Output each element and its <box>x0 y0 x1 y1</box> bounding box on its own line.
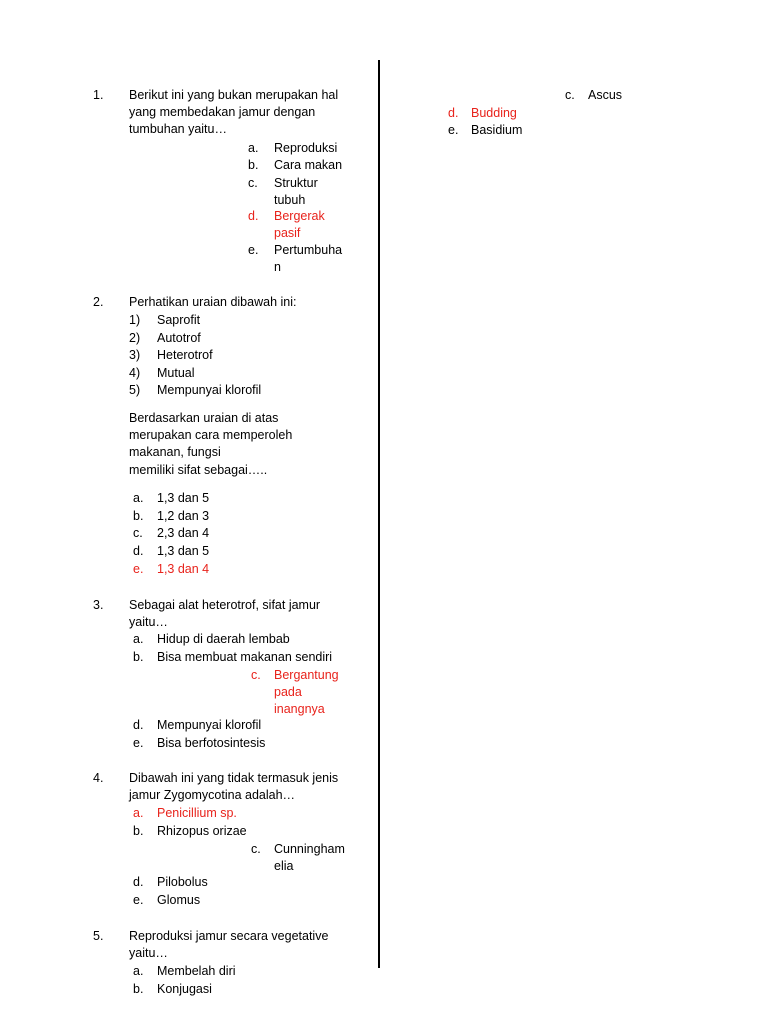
q4-option-a-letter: a. <box>133 806 144 820</box>
q2-follow-text: Berdasarkan uraian di atas merupakan cara memperoleh makanan, fungsi <box>129 411 293 459</box>
q2-item-5-num: 5) <box>129 383 141 397</box>
q1-text: Berikut ini yang bukan merupakan hal yang membedakan jamur dengan tumbuhan yaitu… <box>129 88 339 136</box>
q4-option-c-text: Cunninghamelia <box>274 842 345 873</box>
q2-item-3-text: Heterotrof <box>157 348 213 362</box>
q1-option-a-text: Reproduksi <box>274 141 338 155</box>
q4-option-b-letter: b. <box>133 824 144 838</box>
q2-option-c-letter: c. <box>133 526 143 540</box>
q3-option-a-letter: a. <box>133 632 144 646</box>
q2-item-2-text: Autotrof <box>157 331 201 345</box>
q1-option-e-letter: e. <box>248 243 259 257</box>
q3-option-d-text: Mempunyai klorofil <box>157 718 262 732</box>
q4-number: 4. <box>93 771 104 785</box>
q3-number: 3. <box>93 598 104 612</box>
q5-option-e-letter: e. <box>448 123 459 137</box>
q3-option-e-text: Bisa berfotosintesis <box>157 736 266 750</box>
q3-option-e-letter: e. <box>133 736 144 750</box>
q1-option-c-letter: c. <box>248 176 258 190</box>
column-divider <box>378 60 380 968</box>
q5-option-b-letter: b. <box>133 982 144 996</box>
q1-option-c-text: Struktur tubuh <box>274 176 318 207</box>
q3-option-c-letter: c. <box>251 668 261 682</box>
q3-option-a-text: Hidup di daerah lembab <box>157 632 290 646</box>
q1-option-a-letter: a. <box>248 141 259 155</box>
q5-number: 5. <box>93 929 104 943</box>
q3-option-b-text: Bisa membuat makanan sendiri <box>157 650 333 664</box>
q2-option-e-letter: e. <box>133 562 144 576</box>
q2-option-c-text: 2,3 dan 4 <box>157 526 210 540</box>
q5-option-c-text: Ascus <box>588 88 623 102</box>
q2-option-d-text: 1,3 dan 5 <box>157 544 210 558</box>
q2-item-4-num: 4) <box>129 366 141 380</box>
q2-text: Perhatikan uraian dibawah ini: <box>129 295 297 309</box>
q2-item-3-num: 3) <box>129 348 141 362</box>
q3-option-c-text: Bergantung pada inangnya <box>274 668 339 716</box>
q2-item-2-num: 2) <box>129 331 141 345</box>
q2-option-d-letter: d. <box>133 544 144 558</box>
q5-option-c-letter: c. <box>565 88 575 102</box>
q4-option-d-letter: d. <box>133 875 144 889</box>
q1-option-e-text: Pertumbuhan <box>274 243 343 274</box>
q5-option-e-text: Basidium <box>471 123 523 137</box>
q2-item-1-num: 1) <box>129 313 141 327</box>
q1-option-b-letter: b. <box>248 158 259 172</box>
q1-option-d-text: Bergerak pasif <box>274 209 325 240</box>
q2-option-b-text: 1,2 dan 3 <box>157 509 210 523</box>
q2-item-5-text: Mempunyai klorofil <box>157 383 262 397</box>
q2-follow-text-end: memiliki sifat sebagai….. <box>129 463 268 477</box>
q2-item-4-text: Mutual <box>157 366 195 380</box>
q2-option-e-text: 1,3 dan 4 <box>157 562 210 576</box>
q3-text: Sebagai alat heterotrof, sifat jamur yaitu… <box>129 598 321 629</box>
q3-option-b-letter: b. <box>133 650 144 664</box>
q3-option-d-letter: d. <box>133 718 144 732</box>
q1-option-b-text: Cara makan <box>274 158 343 172</box>
q1-option-d-letter: d. <box>248 209 259 223</box>
q4-option-e-text: Glomus <box>157 893 201 907</box>
q5-option-b-text: Konjugasi <box>157 982 212 996</box>
q5-option-a-letter: a. <box>133 964 144 978</box>
q5-text: Reproduksi jamur secara vegetative yaitu… <box>129 929 329 960</box>
q4-option-a-text: Penicillium sp. <box>157 806 237 820</box>
q4-option-d-text: Pilobolus <box>157 875 208 889</box>
q2-item-1-text: Saprofit <box>157 313 201 327</box>
q5-option-a-text: Membelah diri <box>157 964 236 978</box>
q2-option-b-letter: b. <box>133 509 144 523</box>
q4-option-b-text: Rhizopus orizae <box>157 824 247 838</box>
q4-option-e-letter: e. <box>133 893 144 907</box>
q2-option-a-text: 1,3 dan 5 <box>157 491 210 505</box>
q1-number: 1. <box>93 88 104 102</box>
q4-option-c-letter: c. <box>251 842 261 856</box>
q4-text: Dibawah ini yang tidak termasuk jenis jamur Zygomycotina adalah… <box>129 771 339 802</box>
q5-option-d-text: Budding <box>471 106 517 120</box>
q5-option-d-letter: d. <box>448 106 459 120</box>
q2-option-a-letter: a. <box>133 491 144 505</box>
q2-number: 2. <box>93 295 104 309</box>
